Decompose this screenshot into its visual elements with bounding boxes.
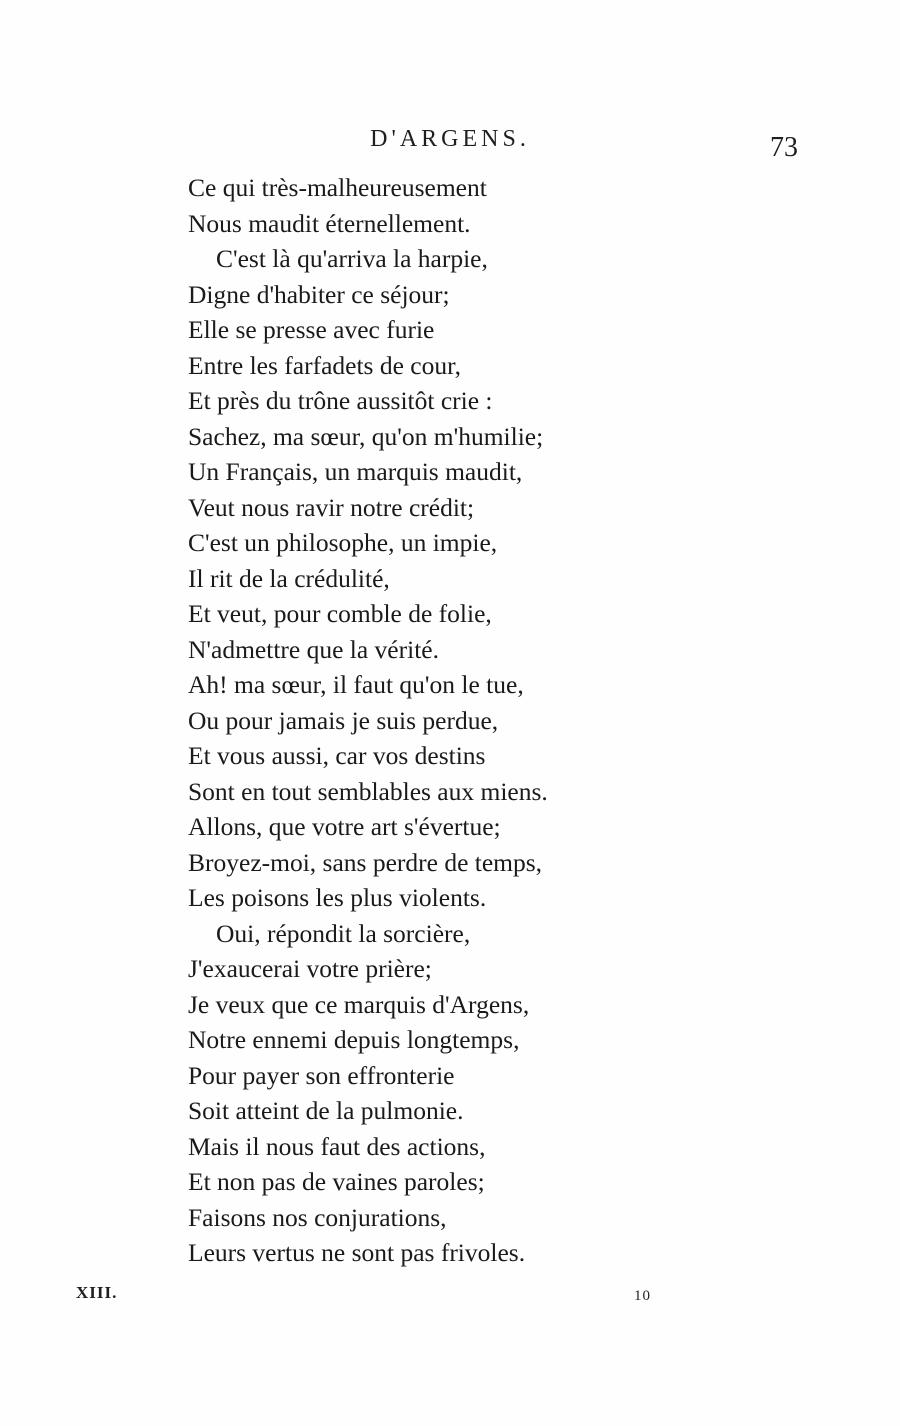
poem-line: N'admettre que la vérité.	[188, 634, 439, 664]
poem-line: Notre ennemi depuis longtemps,	[188, 1025, 520, 1054]
page-number: 73	[770, 132, 798, 163]
poem-line: Oui, répondit la sorcière,	[216, 918, 471, 948]
signature-mark: XIII.	[76, 1283, 118, 1302]
poem-line: Ce qui très-malheureusement	[188, 173, 487, 202]
poem-line: Digne d'habiter ce séjour;	[188, 279, 450, 309]
poem-line: Je veux que ce marquis d'Argens,	[188, 989, 530, 1019]
poem-line: C'est un philosophe, un impie,	[188, 528, 498, 557]
poem-line: C'est là qu'arriva la harpie,	[216, 244, 488, 273]
poem-text	[188, 170, 828, 1271]
poem-line: Et veut, pour comble de folie,	[188, 599, 492, 628]
sheet-number: 10	[634, 1288, 651, 1304]
poem-line: Nous maudit éternellement.	[188, 208, 471, 238]
poem-line: Ou pour jamais je suis perdue,	[188, 705, 499, 735]
poem-line: Un Français, un marquis maudit,	[188, 457, 523, 486]
poem-line: Elle se presse avec furie	[188, 315, 435, 344]
poem-line: Faisons nos conjurations,	[188, 1202, 447, 1232]
poem-line: Entre les farfadets de cour,	[188, 350, 461, 380]
poem-line: J'exaucerai votre prière;	[188, 954, 432, 983]
poem-line: Mais il nous faut des actions,	[188, 1131, 486, 1161]
poem-line: Et non pas de vaines paroles;	[188, 1167, 485, 1196]
poem-line: Il rit de la crédulité,	[188, 563, 390, 593]
poem-line: Et près du trône aussitôt crie :	[188, 386, 493, 415]
poem-line: Leurs vertus ne sont pas frivoles.	[188, 1238, 526, 1267]
running-title: D'ARGENS.	[370, 126, 530, 152]
poem-line: Et vous aussi, car vos destins	[188, 741, 486, 770]
poem-line: Broyez-moi, sans perdre de temps,	[188, 847, 543, 877]
poem-line: Soit atteint de la pulmonie.	[188, 1096, 464, 1125]
poem-line: Sachez, ma sœur, qu'on m'humilie;	[188, 421, 544, 451]
poem-line: Pour payer son effronterie	[188, 1060, 455, 1090]
poem-line: Allons, que votre art s'évertue;	[188, 812, 501, 841]
poem-line: Sont en tout semblables aux miens.	[188, 776, 548, 806]
poem-line: Veut nous ravir notre crédit;	[188, 492, 475, 522]
poem-line: Ah! ma sœur, il faut qu'on le tue,	[188, 670, 524, 699]
poem-line: Les poisons les plus violents.	[188, 883, 487, 912]
